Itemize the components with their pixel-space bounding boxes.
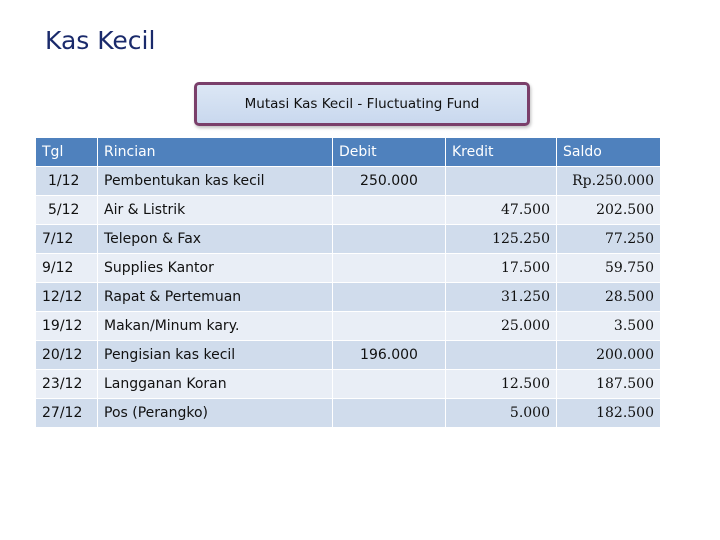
cell-debit — [333, 283, 446, 312]
table-row — [36, 312, 661, 341]
cell-rincian: Langganan Koran — [98, 370, 333, 399]
cell-tgl: 23/12 — [36, 370, 98, 399]
cell-rincian: Pos (Perangko) — [98, 399, 333, 428]
cell-kredit: 17.500 — [446, 254, 557, 283]
table-row — [36, 196, 661, 225]
cell-debit: 250.000 — [333, 167, 446, 196]
cell-debit — [333, 254, 446, 283]
cell-saldo: 28.500 — [557, 283, 661, 312]
cell-debit — [333, 399, 446, 428]
subtitle-text: Mutasi Kas Kecil - Fluctuating Fund — [244, 96, 480, 112]
cell-rincian: Makan/Minum kary. — [98, 312, 333, 341]
table-row — [36, 283, 661, 312]
header-tgl: Tgl — [36, 138, 98, 167]
cell-rincian: Telepon & Fax — [98, 225, 333, 254]
cell-tgl: 19/12 — [36, 312, 98, 341]
cell-saldo: 182.500 — [557, 399, 661, 428]
header-kredit: Kredit — [446, 138, 557, 167]
table-row — [36, 370, 661, 399]
cell-kredit: 12.500 — [446, 370, 557, 399]
cell-saldo: 3.500 — [557, 312, 661, 341]
cell-kredit: 47.500 — [446, 196, 557, 225]
cell-kredit: 25.000 — [446, 312, 557, 341]
cell-debit — [333, 196, 446, 225]
petty-cash-table — [35, 137, 661, 428]
cell-debit — [333, 225, 446, 254]
cell-tgl: 7/12 — [36, 225, 98, 254]
cell-saldo: Rp.250.000 — [557, 167, 661, 196]
cell-rincian: Rapat & Pertemuan — [98, 283, 333, 312]
cell-rincian: Supplies Kantor — [98, 254, 333, 283]
cell-kredit — [446, 167, 557, 196]
table-row — [36, 167, 661, 196]
cell-rincian: Air & Listrik — [98, 196, 333, 225]
cell-kredit: 125.250 — [446, 225, 557, 254]
cell-saldo: 59.750 — [557, 254, 661, 283]
cell-rincian: Pengisian kas kecil — [98, 341, 333, 370]
cell-tgl: 1/12 — [36, 167, 98, 196]
cell-tgl: 5/12 — [36, 196, 98, 225]
cell-saldo: 202.500 — [557, 196, 661, 225]
cell-saldo: 187.500 — [557, 370, 661, 399]
table-row — [36, 341, 661, 370]
cell-kredit: 31.250 — [446, 283, 557, 312]
cell-tgl: 9/12 — [36, 254, 98, 283]
header-rincian: Rincian — [98, 138, 333, 167]
cell-kredit — [446, 341, 557, 370]
table-row — [36, 399, 661, 428]
table-row — [36, 254, 661, 283]
cell-rincian: Pembentukan kas kecil — [98, 167, 333, 196]
cell-kredit: 5.000 — [446, 399, 557, 428]
header-saldo: Saldo — [557, 138, 661, 167]
cell-tgl: 20/12 — [36, 341, 98, 370]
slide-title: Kas Kecil — [45, 26, 156, 55]
cell-tgl: 12/12 — [36, 283, 98, 312]
cell-debit — [333, 370, 446, 399]
cell-saldo: 200.000 — [557, 341, 661, 370]
table-header-row — [36, 138, 661, 167]
cell-debit — [333, 312, 446, 341]
table-row — [36, 225, 661, 254]
cell-tgl: 27/12 — [36, 399, 98, 428]
cell-debit: 196.000 — [333, 341, 446, 370]
header-debit: Debit — [333, 138, 446, 167]
cell-saldo: 77.250 — [557, 225, 661, 254]
subtitle-box — [194, 82, 530, 126]
